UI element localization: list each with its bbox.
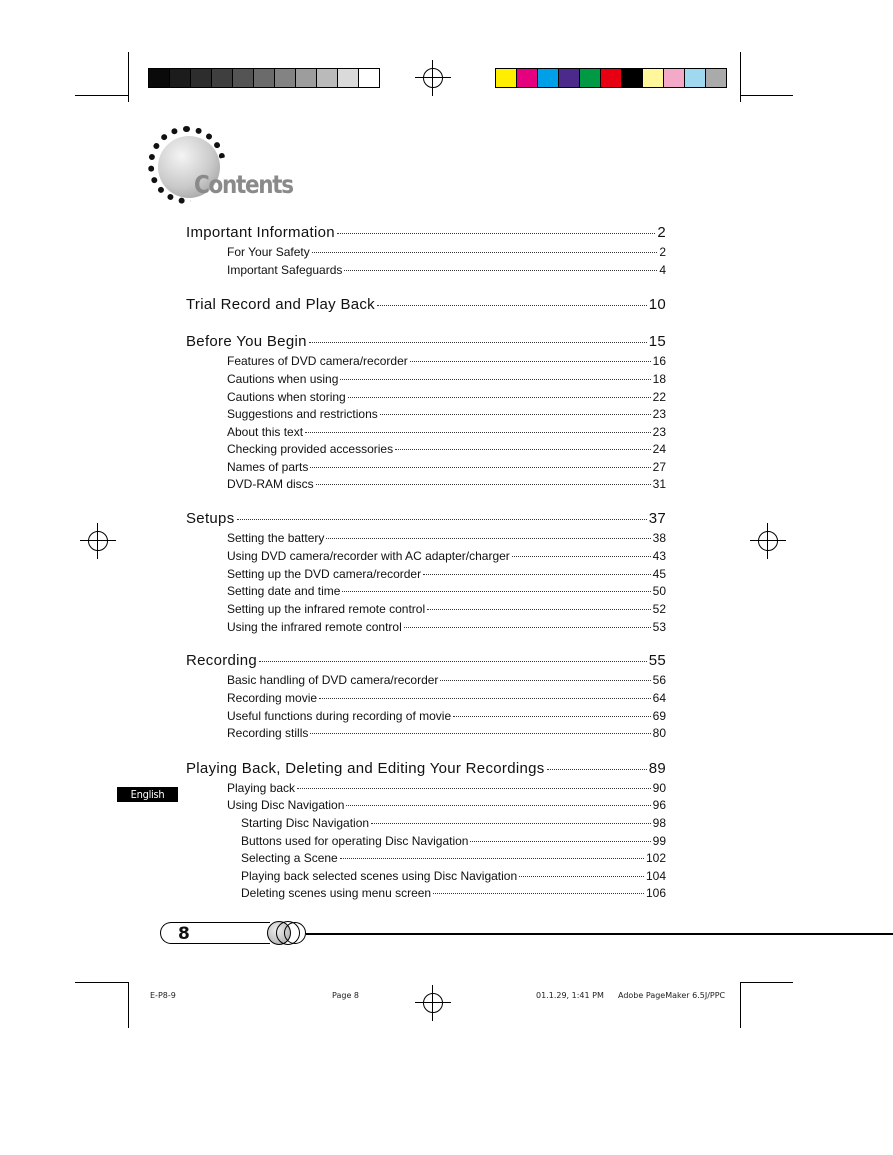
page-title: Contents: [194, 170, 293, 199]
toc-entry-page: 23: [652, 425, 666, 439]
slug-datetime: 01.1.29, 1:41 PM: [536, 991, 604, 1000]
toc-subsection-entry: [227, 620, 666, 634]
toc-entry-label: Deleting scenes using menu screen: [241, 886, 432, 900]
toc-entry-page: 99: [652, 834, 666, 848]
toc-entry-label: For Your Safety: [227, 245, 310, 259]
toc-subsection-entry: [227, 709, 666, 723]
gray-swatch: [211, 69, 232, 87]
toc-entry-label: Cautions when using: [227, 372, 339, 386]
gray-swatch: [295, 69, 316, 87]
dot-leader: [395, 449, 651, 450]
toc-entry-page: 2: [659, 245, 666, 259]
dot-leader: [512, 556, 651, 557]
toc-subsection-entry: [241, 886, 666, 900]
dot-leader: [519, 876, 644, 877]
dot-leader: [433, 893, 644, 894]
registration-mark-bottom: [415, 985, 451, 1021]
toc-entry-page: 106: [645, 886, 666, 900]
toc-subsection-entry: [241, 816, 666, 830]
dot-leader: [309, 342, 647, 343]
toc-entry-page: 90: [652, 781, 666, 795]
toc-entry-page: 2: [657, 224, 666, 241]
dot-leader: [346, 805, 650, 806]
slug-page: Page 8: [332, 991, 359, 1000]
toc-entry-label: Using DVD camera/recorder with AC adapter/charger: [227, 549, 510, 563]
gray-swatch: [232, 69, 253, 87]
toc-entry-label: Features of DVD camera/recorder: [227, 354, 408, 368]
toc-entry-label: About this text: [227, 425, 304, 439]
dot-leader: [259, 661, 647, 662]
toc-entry-page: 98: [652, 816, 666, 830]
toc-entry-label: Playing back: [227, 781, 296, 795]
toc-entry-label: Important Safeguards: [227, 263, 343, 277]
toc-entry-label: Starting Disc Navigation: [241, 816, 370, 830]
toc-entry-page: 55: [648, 652, 666, 669]
dot-leader: [440, 680, 650, 681]
dot-leader: [297, 788, 651, 789]
toc-entry-page: 69: [652, 709, 666, 723]
toc-entry-label: Using Disc Navigation: [227, 798, 345, 812]
toc-entry-label: Setting date and time: [227, 584, 341, 598]
toc-subsection-entry: [241, 851, 666, 865]
footer-rule: [306, 933, 893, 935]
gray-swatch: [190, 69, 211, 87]
toc-subsection-entry: [227, 477, 666, 491]
toc-entry-label: Setting up the DVD camera/recorder: [227, 567, 422, 581]
toc-section-entry: [186, 760, 666, 777]
toc-entry-label: Setting the battery: [227, 531, 325, 545]
slug-app: Adobe PageMaker 6.5J/PPC: [618, 991, 726, 1000]
toc-entry-page: 38: [652, 531, 666, 545]
toc-subsection-entry: [227, 407, 666, 421]
toc-entry-page: 89: [648, 760, 666, 777]
toc-entry-label: Recording stills: [227, 726, 309, 740]
gray-swatch: [274, 69, 295, 87]
gray-swatch: [169, 69, 190, 87]
toc-entry-page: 22: [652, 390, 666, 404]
color-swatch: [663, 69, 684, 87]
toc-entry-label: Suggestions and restrictions: [227, 407, 378, 421]
toc-subsection-entry: [227, 602, 666, 616]
toc-entry-label: Important Information: [186, 224, 335, 241]
toc-entry-page: 23: [652, 407, 666, 421]
toc-entry-page: 31: [652, 477, 666, 491]
toc-entry-label: Setups: [186, 510, 235, 527]
toc-subsection-entry: [227, 691, 666, 705]
toc-subsection-entry: [227, 354, 666, 368]
toc-entry-page: 96: [652, 798, 666, 812]
toc-section-entry: [186, 333, 666, 350]
toc-subsection-entry: [227, 263, 666, 277]
dot-leader: [312, 252, 658, 253]
toc-subsection-entry: [227, 442, 666, 456]
toc-entry-label: Recording: [186, 652, 258, 669]
toc-entry-label: Before You Begin: [186, 333, 307, 350]
gray-color-bar: [148, 68, 380, 88]
toc-subsection-entry: [227, 531, 666, 545]
dot-leader: [427, 609, 651, 610]
toc-subsection-entry: [227, 390, 666, 404]
toc-entry-page: 50: [652, 584, 666, 598]
color-swatch: [684, 69, 705, 87]
toc-subsection-entry: [227, 567, 666, 581]
dot-leader: [340, 858, 644, 859]
color-swatch: [558, 69, 579, 87]
toc-entry-label: Cautions when storing: [227, 390, 346, 404]
slug-file: E-P8-9: [150, 991, 176, 1000]
toc-entry-label: Useful functions during recording of movie: [227, 709, 452, 723]
toc-subsection-entry: [227, 549, 666, 563]
color-swatch: [516, 69, 537, 87]
toc-entry-page: 80: [652, 726, 666, 740]
dot-leader: [319, 698, 651, 699]
language-tab: English: [117, 787, 178, 802]
toc-section-entry: [186, 224, 666, 241]
toc-entry-page: 43: [652, 549, 666, 563]
color-swatch: [496, 69, 516, 87]
dot-leader: [470, 841, 650, 842]
gray-swatch: [337, 69, 358, 87]
registration-mark-right: [750, 523, 786, 559]
toc-subsection-entry: [241, 834, 666, 848]
toc-entry-page: 53: [652, 620, 666, 634]
dot-leader: [423, 574, 651, 575]
color-swatch: [642, 69, 663, 87]
toc-entry-label: Names of parts: [227, 460, 309, 474]
toc-section-entry: [186, 652, 666, 669]
toc-entry-label: Checking provided accessories: [227, 442, 394, 456]
toc-entry-page: 4: [659, 263, 666, 277]
toc-entry-page: 52: [652, 602, 666, 616]
dot-leader: [547, 769, 647, 770]
toc-entry-page: 56: [652, 673, 666, 687]
toc-subsection-entry: [227, 460, 666, 474]
dot-leader: [348, 397, 651, 398]
toc-entry-label: DVD-RAM discs: [227, 477, 314, 491]
dot-leader: [410, 361, 651, 362]
page-number-frame: [160, 922, 270, 944]
dot-leader: [380, 414, 651, 415]
cmyk-color-bar: [495, 68, 727, 88]
gray-swatch: [316, 69, 337, 87]
toc-entry-label: Trial Record and Play Back: [186, 296, 375, 313]
color-swatch: [600, 69, 621, 87]
toc-entry-label: Selecting a Scene: [241, 851, 338, 865]
toc-subsection-entry: [227, 726, 666, 740]
toc-entry-label: Playing back selected scenes using Disc Navigation: [241, 869, 518, 883]
dot-leader: [340, 379, 650, 380]
toc-section-entry: [186, 296, 666, 313]
toc-subsection-entry: [227, 673, 666, 687]
registration-mark-top: [415, 60, 451, 96]
dot-leader: [453, 716, 651, 717]
gray-swatch: [253, 69, 274, 87]
toc-subsection-entry: [227, 245, 666, 259]
color-swatch: [621, 69, 642, 87]
dot-leader: [344, 270, 657, 271]
gray-swatch: [358, 69, 379, 87]
toc-entry-page: 16: [652, 354, 666, 368]
toc-subsection-entry: [227, 584, 666, 598]
dot-leader: [337, 233, 655, 234]
page-circle-outline-icon-2: [284, 922, 306, 944]
toc-subsection-entry: [227, 798, 666, 812]
registration-mark-left: [80, 523, 116, 559]
toc-entry-page: 15: [648, 333, 666, 350]
dot-leader: [377, 305, 647, 306]
color-swatch: [537, 69, 558, 87]
toc-entry-page: 45: [652, 567, 666, 581]
toc-entry-page: 10: [648, 296, 666, 313]
dot-leader: [326, 538, 650, 539]
toc-entry-label: Playing Back, Deleting and Editing Your Recordings: [186, 760, 545, 777]
toc-subsection-entry: [227, 425, 666, 439]
toc-entry-page: 102: [645, 851, 666, 865]
toc-subsection-entry: [227, 372, 666, 386]
toc-entry-page: 64: [652, 691, 666, 705]
dot-leader: [305, 432, 651, 433]
page-number: 8: [178, 924, 190, 944]
toc-entry-label: Basic handling of DVD camera/recorder: [227, 673, 439, 687]
dot-leader: [237, 519, 647, 520]
dot-leader: [310, 467, 650, 468]
toc-entry-label: Buttons used for operating Disc Navigation: [241, 834, 469, 848]
toc-subsection-entry: [241, 869, 666, 883]
toc-subsection-entry: [227, 781, 666, 795]
gray-swatch: [149, 69, 169, 87]
toc-section-entry: [186, 510, 666, 527]
dot-leader: [404, 627, 651, 628]
toc-entry-label: Using the infrared remote control: [227, 620, 402, 634]
dot-leader: [310, 733, 650, 734]
toc-entry-page: 37: [648, 510, 666, 527]
color-swatch: [705, 69, 726, 87]
color-swatch: [579, 69, 600, 87]
toc-entry-label: Setting up the infrared remote control: [227, 602, 426, 616]
dot-leader: [371, 823, 651, 824]
dot-leader: [316, 484, 651, 485]
toc-entry-page: 18: [652, 372, 666, 386]
toc-entry-page: 24: [652, 442, 666, 456]
toc-entry-page: 27: [652, 460, 666, 474]
dot-leader: [342, 591, 650, 592]
toc-entry-page: 104: [645, 869, 666, 883]
toc-entry-label: Recording movie: [227, 691, 318, 705]
